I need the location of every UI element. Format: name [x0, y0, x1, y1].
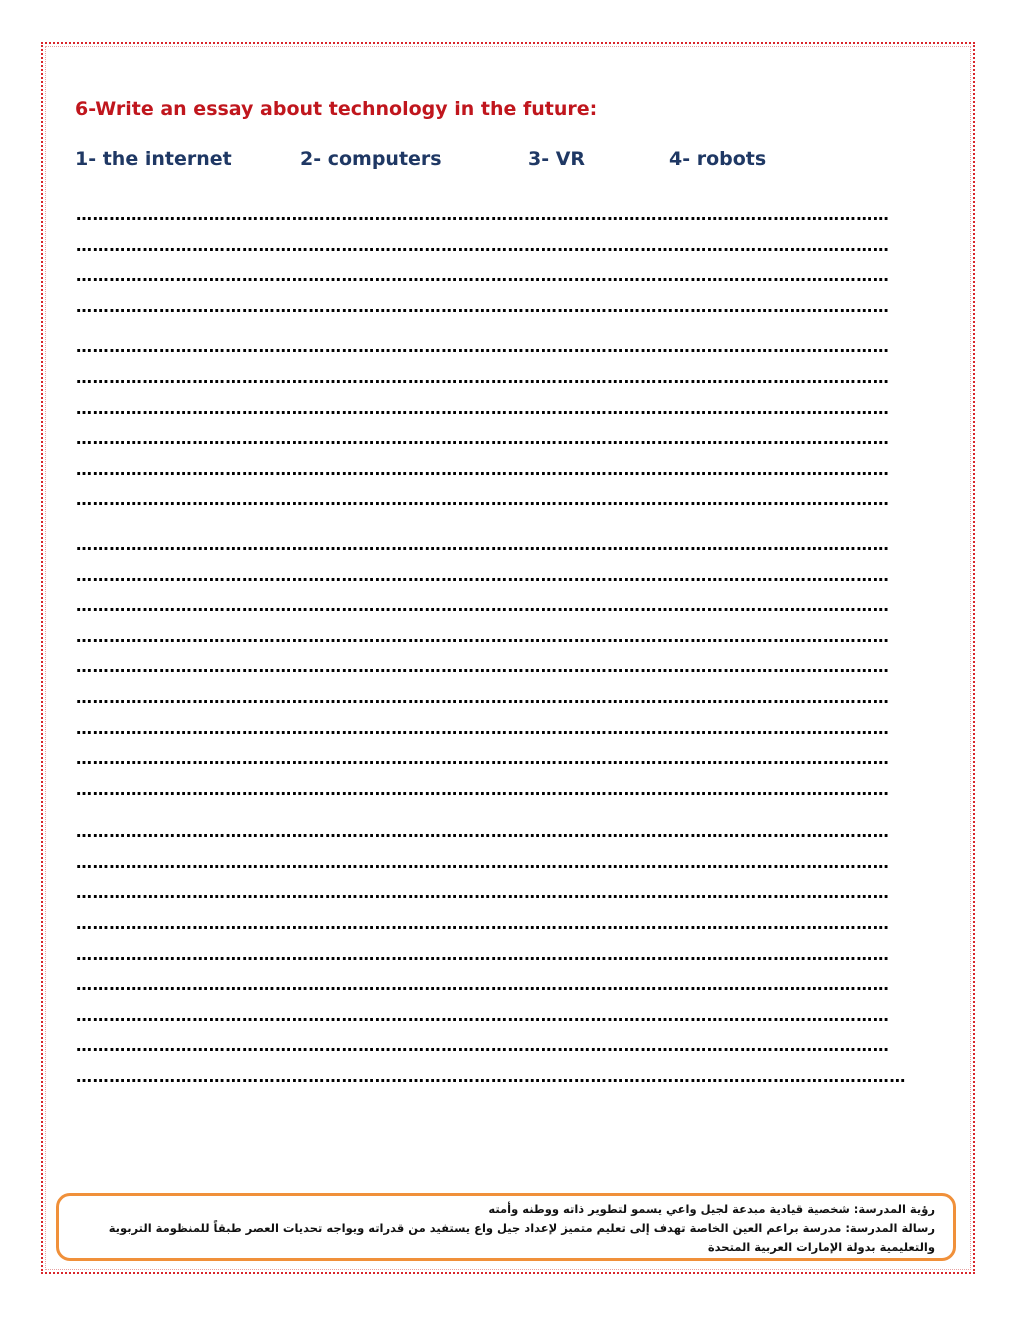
answer-line[interactable]: ………………………………………………………………………………………………………………………………… [76, 914, 890, 934]
answer-line[interactable]: ………………………………………………………………………………………………………………………………… [76, 429, 890, 449]
writing-lines [76, 200, 906, 1093]
answer-line[interactable]: ………………………………………………………………………………………………………………………………… [76, 459, 890, 479]
answer-line[interactable]: ………………………………………………………………………………………………………………………………… [76, 565, 890, 585]
answer-line[interactable]: ………………………………………………………………………………………………………………………………… [76, 852, 890, 872]
topic-robots: 4- robots [669, 148, 767, 170]
answer-line[interactable]: ………………………………………………………………………………………………………………………………… [76, 657, 890, 677]
answer-line[interactable]: …………………………………………………………………………………………………………………………………… [76, 1067, 906, 1087]
answer-line[interactable]: ………………………………………………………………………………………………………………………………… [76, 367, 890, 387]
answer-line[interactable]: ………………………………………………………………………………………………………………………………… [76, 490, 890, 510]
answer-line[interactable]: ………………………………………………………………………………………………………………………………… [76, 1005, 890, 1025]
topic-vr: 3- VR [528, 148, 586, 170]
answer-line[interactable]: ………………………………………………………………………………………………………………………………… [76, 235, 890, 255]
answer-line[interactable]: ………………………………………………………………………………………………………………………………… [76, 596, 890, 616]
answer-line[interactable]: ………………………………………………………………………………………………………………………………… [76, 266, 890, 286]
answer-line[interactable]: ………………………………………………………………………………………………………………………………… [76, 975, 890, 995]
topic-internet: 1- the internet [75, 148, 232, 170]
school-vision: رؤية المدرسة: شخصية قيادية مبدعة لجيل واعي يسمو لتطوير ذاته ووطنه وأمته [488, 1202, 935, 1216]
answer-line[interactable]: ………………………………………………………………………………………………………………………………… [76, 534, 890, 554]
answer-line[interactable]: ………………………………………………………………………………………………………………………………… [76, 296, 890, 316]
question-title: 6-Write an essay about technology in the future: [75, 98, 598, 120]
answer-line[interactable]: ………………………………………………………………………………………………………………………………… [76, 779, 890, 799]
topic-computers: 2- computers [300, 148, 442, 170]
school-mission: رسالة المدرسة: مدرسة براعم العين الخاصة تهدف إلى تعليم متميز لإعداد جيل واع يستفيد من قدراته ويواجه تحديات العصر طبقاً للمنظومة التربوية والتعليمية بدولة الإمارات العربية المتحدة [108, 1221, 935, 1254]
answer-line[interactable]: ………………………………………………………………………………………………………………………………… [76, 822, 890, 842]
answer-line[interactable]: ………………………………………………………………………………………………………………………………… [76, 337, 890, 357]
answer-line[interactable]: ………………………………………………………………………………………………………………………………… [76, 944, 890, 964]
answer-line[interactable]: ………………………………………………………………………………………………………………………………… [76, 398, 890, 418]
answer-line[interactable]: ………………………………………………………………………………………………………………………………… [76, 626, 890, 646]
answer-line[interactable]: ………………………………………………………………………………………………………………………………… [76, 1036, 890, 1056]
answer-line[interactable]: ………………………………………………………………………………………………………………………………… [76, 883, 890, 903]
answer-line[interactable]: ………………………………………………………………………………………………………………………………… [76, 205, 890, 224]
answer-line[interactable]: ………………………………………………………………………………………………………………………………… [76, 687, 890, 707]
answer-line[interactable]: ………………………………………………………………………………………………………………………………… [76, 749, 890, 769]
answer-line[interactable]: ………………………………………………………………………………………………………………………………… [76, 718, 890, 738]
school-footer [56, 1193, 956, 1261]
